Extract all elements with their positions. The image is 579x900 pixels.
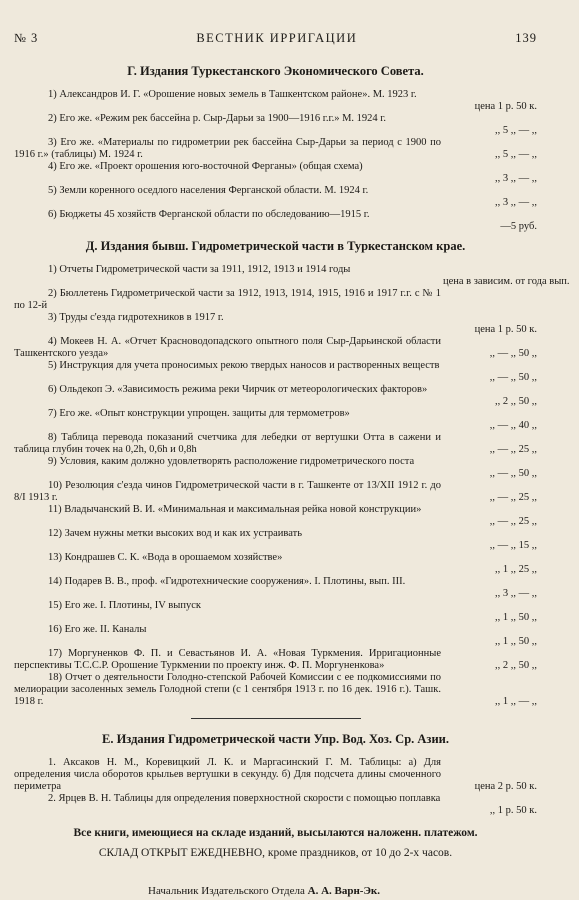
signature-title: Начальник Издательского Отдела [148, 885, 305, 897]
section-d-list [14, 264, 570, 708]
catalog-entry [14, 624, 537, 648]
entry-price: ,, — ,, 50 ,, [489, 468, 537, 479]
entry-text: 2) Его же. «Режим рек бассейна р. Сыр-Дарьи за 1900—1916 г.г.» М. 1924 г. [48, 113, 387, 124]
issue-number: № 3 [14, 31, 39, 45]
signature-line [14, 885, 537, 897]
entry-price: ,, 2 ,, 50 ,, [495, 396, 537, 407]
entry-text: 4) Мокеев Н. А. «Отчет Красноводопадского опытного поля Сыр-Дарьинской области Ташкентского уезда» [14, 336, 441, 359]
entry-price: цена 2 р. 50 к. [474, 781, 537, 792]
warehouse-hours: СКЛАД ОТКРЫТ ЕЖЕДНЕВНО, кроме праздников, от 10 до 2-х часов. [98, 847, 453, 859]
catalog-entry [14, 288, 537, 312]
section-e-title: Е. Издания Гидрометрической части Упр. Вод. Хоз. Ср. Азии. [101, 732, 449, 746]
catalog-entry [14, 161, 537, 185]
entry-price: —5 руб. [500, 221, 537, 232]
catalog-entry [14, 552, 537, 576]
catalog-entry [14, 113, 537, 137]
entry-text: 6) Ольдекоп Э. «Зависимость режима реки Чирчик от метеорологических факторов» [48, 384, 428, 395]
page-header [14, 0, 537, 45]
entry-text: 1) Александров И. Г. «Орошение новых земель в Ташкентском районе». М. 1923 г. [48, 89, 417, 100]
entry-text: 13) Кондрашев С. К. «Вода в орошаемом хозяйстве» [48, 552, 283, 563]
section-e-list [14, 757, 537, 817]
section-d-title: Д. Издания бывш. Гидрометрической части в Туркестанском крае. [85, 239, 466, 253]
entry-price: ,, 5 ,, — ,, [495, 125, 537, 136]
signature-name: А. А. Варн-Эк. [307, 885, 381, 897]
entry-price: ,, 1 ,, — ,, [495, 696, 537, 707]
catalog-entry [14, 600, 537, 624]
entry-text: 5) Земли коренного оседлого населения Ферганской области. М. 1924 г. [48, 185, 369, 196]
entry-text: 16) Его же. II. Каналы [48, 624, 147, 635]
entry-text: 3) Его же. «Материалы по гидрометрии рек бассейна Сыр-Дарьи за период с 1900 по 1916 г.» (таблицы) М. 1924 г. [14, 137, 441, 160]
entry-price: ,, 3 ,, — ,, [495, 588, 537, 599]
entry-price: ,, 5 ,, — ,, [495, 149, 537, 160]
catalog-entry [14, 672, 537, 708]
entry-text: 11) Владычанский В. И. «Минимальная и максимальная рейка новой конструкции» [48, 504, 422, 515]
entry-price: цена 1 р. 50 к. [474, 101, 537, 112]
catalog-entry [14, 89, 537, 113]
entry-text: 2) Бюллетень Гидрометрической части за 1912, 1913, 1914, 1915, 1916 и 1917 г.г. с № 1 по 12-й [14, 288, 441, 311]
entry-price: ,, 3 ,, — ,, [495, 173, 537, 184]
entry-price: ,, 1 ,, 50 ,, [495, 636, 537, 647]
entry-price: цена в зависим. от года вып. [443, 276, 570, 287]
catalog-entry [14, 793, 537, 817]
catalog-entry [14, 264, 570, 288]
entry-text: 7) Его же. «Опыт конструкции упрощен. защиты для термометров» [48, 408, 350, 419]
divider [191, 718, 361, 719]
catalog-entry [14, 504, 537, 528]
entry-text: 14) Подарев В. В., проф. «Гидротехнические сооружения». I. Плотины, вып. III. [48, 576, 406, 587]
catalog-entry [14, 137, 537, 161]
entry-price: ,, 2 ,, 50 ,, [495, 660, 537, 671]
section-g-list [14, 89, 537, 233]
catalog-entry [14, 432, 537, 456]
entry-text: 5) Инструкция для учета проносимых рекою твердых наносов и растворенных веществ [48, 360, 440, 371]
entry-price: ,, — ,, 40 ,, [489, 420, 537, 431]
catalog-entry [14, 360, 537, 384]
entry-text: 1) Отчеты Гидрометрической части за 1911, 1912, 1913 и 1914 годы [48, 264, 351, 275]
journal-title: ВЕСТНИК ИРРИГАЦИИ [196, 31, 358, 45]
entry-text: 3) Труды с'езда гидротехников в 1917 г. [48, 312, 224, 323]
section-g-title: Г. Издания Туркестанского Экономического Совета. [127, 64, 424, 78]
entry-price: ,, — ,, 50 ,, [489, 372, 537, 383]
catalog-entry [14, 312, 537, 336]
page-number: 139 [515, 31, 537, 45]
catalog-entry [14, 576, 537, 600]
entry-text: 15) Его же. I. Плотины, IV выпуск [48, 600, 201, 611]
entry-text: 17) Моргуненков Ф. П. и Севастьянов И. А. «Новая Туркмения. Ирригационные перспективы Т.С.С.Р. Орошение Туркмении по проекту инж. Ф. П. Моргуненкова» [14, 648, 441, 671]
catalog-entry [14, 384, 537, 408]
entry-text: 1. Аксаков Н. М., Коревицкий Л. К. и Маргасинский Г. М. Таблицы: а) Для определения числа оборотов крыльев вертушки в секунду. б) Для подсчета длины смоченного периметра [14, 757, 441, 792]
entry-price: ,, 3 ,, — ,, [495, 197, 537, 208]
catalog-entry [14, 480, 537, 504]
entry-text: 2. Ярцев В. Н. Таблицы для определения поверхностной скорости с помощью поплавка [48, 793, 441, 804]
entry-price: ,, — ,, 25 ,, [489, 492, 537, 503]
entry-text: 9) Условия, каким должно удовлетворять расположение гидрометрического поста [48, 456, 415, 467]
catalog-entry [14, 648, 537, 672]
entry-text: 18) Отчет о деятельности Голодно-степской Рабочей Комиссии с ее подкомиссиями по мелиорации засоленных земель Голодной степи (с 1 сентября 1913 г. по 16 дек. 1916 г.). Ташк. 1918 г. [14, 672, 441, 707]
entry-price: ,, 1 р. 50 к. [489, 805, 537, 816]
entry-text: 6) Бюджеты 45 хозяйств Ферганской области по обследованию—1915 г. [48, 209, 370, 220]
entry-text: 8) Таблица перевода показаний счетчика для лебедки от вертушки Отта в сажени и таблица глубин точек на 0,2h, 0,6h и 0,8h [14, 432, 441, 455]
catalog-entry [14, 185, 537, 209]
catalog-entry [14, 336, 537, 360]
entry-text: 10) Резолюция с'езда чинов Гидрометрической части в г. Ташкенте от 13/XII 1912 г. до 8/I 1913 г. [14, 480, 441, 503]
catalog-entry [14, 757, 537, 793]
entry-price: ,, — ,, 25 ,, [489, 444, 537, 455]
entry-price: ,, — ,, 15 ,, [489, 540, 537, 551]
entry-price: ,, — ,, 25 ,, [489, 516, 537, 527]
catalog-entry [14, 209, 537, 233]
entry-price: цена 1 р. 50 к. [474, 324, 537, 335]
entry-price: ,, — ,, 50 ,, [489, 348, 537, 359]
cod-notice: Все книги, имеющиеся на складе изданий, высылаются наложенн. платежом. [73, 827, 478, 839]
entry-price: ,, 1 ,, 50 ,, [495, 612, 537, 623]
entry-text: 12) Зачем нужны метки высоких вод и как их устраивать [48, 528, 302, 539]
catalog-entry [14, 456, 537, 480]
catalog-entry [14, 408, 537, 432]
catalog-entry [14, 528, 537, 552]
entry-price: ,, 1 ,, 25 ,, [495, 564, 537, 575]
entry-text: 4) Его же. «Проект орошения юго-восточной Ферганы» (общая схема) [48, 161, 363, 172]
